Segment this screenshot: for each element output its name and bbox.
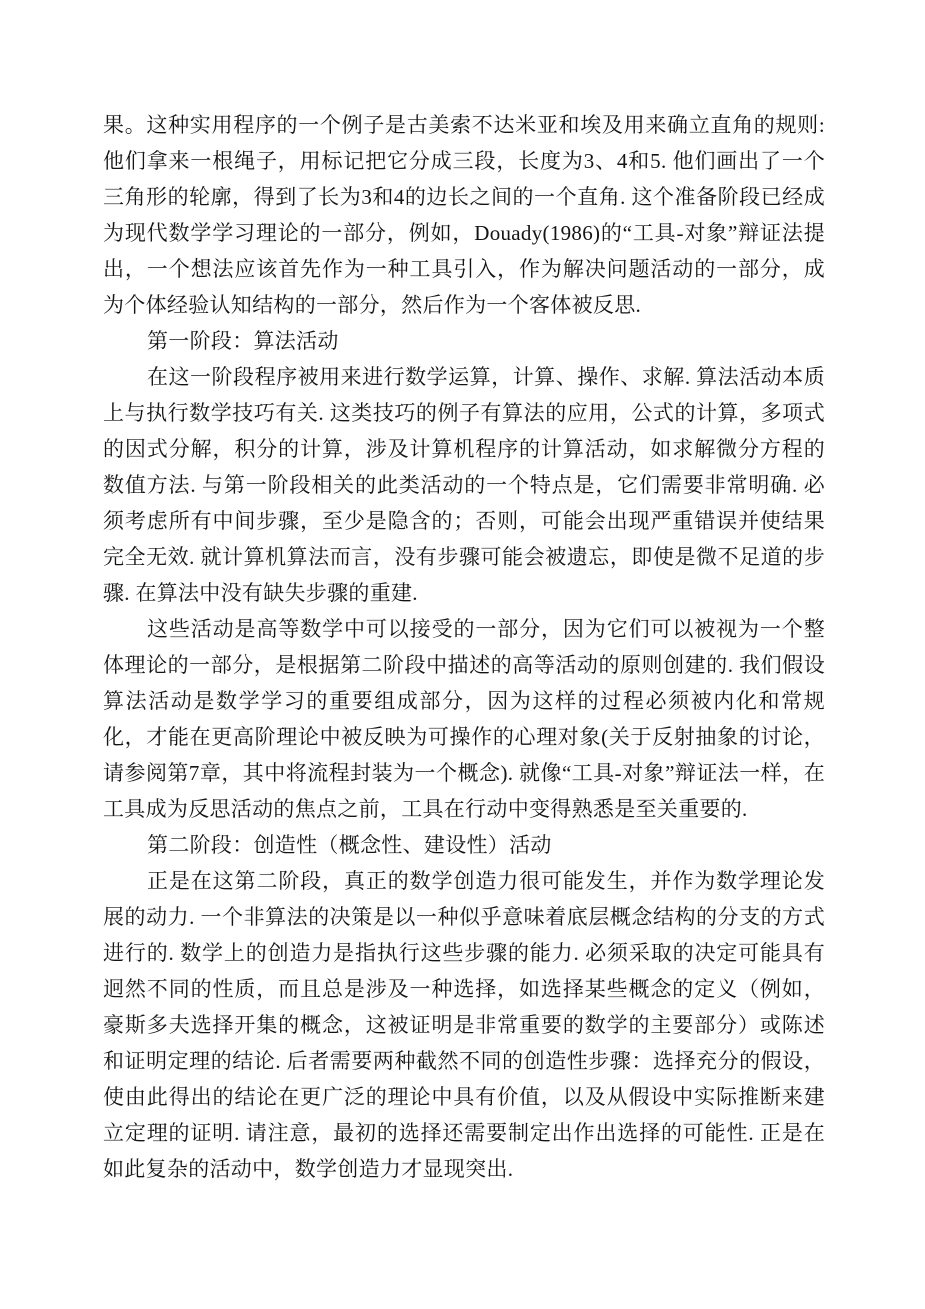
paragraph-stage1-heading: 第一阶段：算法活动 [147,329,339,353]
paragraph-stage1-body-2: 这些活动是高等数学中可以接受的一部分，因为它们可以被视为一个整体理论的一部分，是根据第二阶段中描述的高等活动的原则创建的. 我们假设算法活动是数学学习的重要组成部分，因为这样的过程必须被内化和常规化，才能在更高阶理论中被反映为可操作的心理对象(关于反射抽象的讨论，请参阅第7章，其中将流程封装为一个概念). 就像“工具-对象”辩证法一样，在工具成为反思活动的焦点之前，工具在行动中变得熟悉是至关重要的. [103,617,825,821]
paragraph-continuation: 果。这种实用程序的一个例子是古美索不达米亚和埃及用来确立直角的规则:他们拿来一根绳子，用标记把它分成三段，长度为3、4和5. 他们画出了一个三角形的轮廓，得到了长为3和4的边长之间的一个直角. 这个准备阶段已经成为现代数学学习理论的一部分，例如，Douady(1986)的“工具-对象”辩证法提出，一个想法应该首先作为一种工具引入，作为解决问题活动的一部分，成为个体经验认知结构的一部分，然后作为一个客体被反思. [103,113,825,317]
paragraph-stage2-body: 正是在这第二阶段，真正的数学创造力很可能发生，并作为数学理论发展的动力. 一个非算法的决策是以一种似乎意味着底层概念结构的分支的方式进行的. 数学上的创造力是指执行这些步骤的能力. 必须采取的决定可能具有迥然不同的性质，而且总是涉及一种选择，如选择某些概念的定义（例如，豪斯多夫选择开集的概念，这被证明是非常重要的数学的主要部分）或陈述和证明定理的结论. 后者需要两种截然不同的创造性步骤：选择充分的假设，使由此得出的结论在更广泛的理论中具有价值，以及从假设中实际推断来建立定理的证明. 请注意，最初的选择还需要制定出作出选择的可能性. 正是在如此复杂的活动中，数学创造力才显现突出. [103,869,825,1181]
paragraph-stage2-heading: 第二阶段：创造性（概念性、建设性）活动 [147,833,552,857]
paragraph-stage1-body: 在这一阶段程序被用来进行数学运算，计算、操作、求解. 算法活动本质上与执行数学技巧有关. 这类技巧的例子有算法的应用，公式的计算，多项式的因式分解，积分的计算，涉及计算机程序的计算活动，如求解微分方程的数值方法. 与第一阶段相关的此类活动的一个特点是，它们需要非常明确. 必须考虑所有中间步骤，至少是隐含的；否则，可能会出现严重错误并使结果完全无效. 就计算机算法而言，没有步骤可能会被遗忘，即使是微不足道的步骤. 在算法中没有缺失步骤的重建. [103,365,825,605]
document-text-block [103,107,825,1187]
